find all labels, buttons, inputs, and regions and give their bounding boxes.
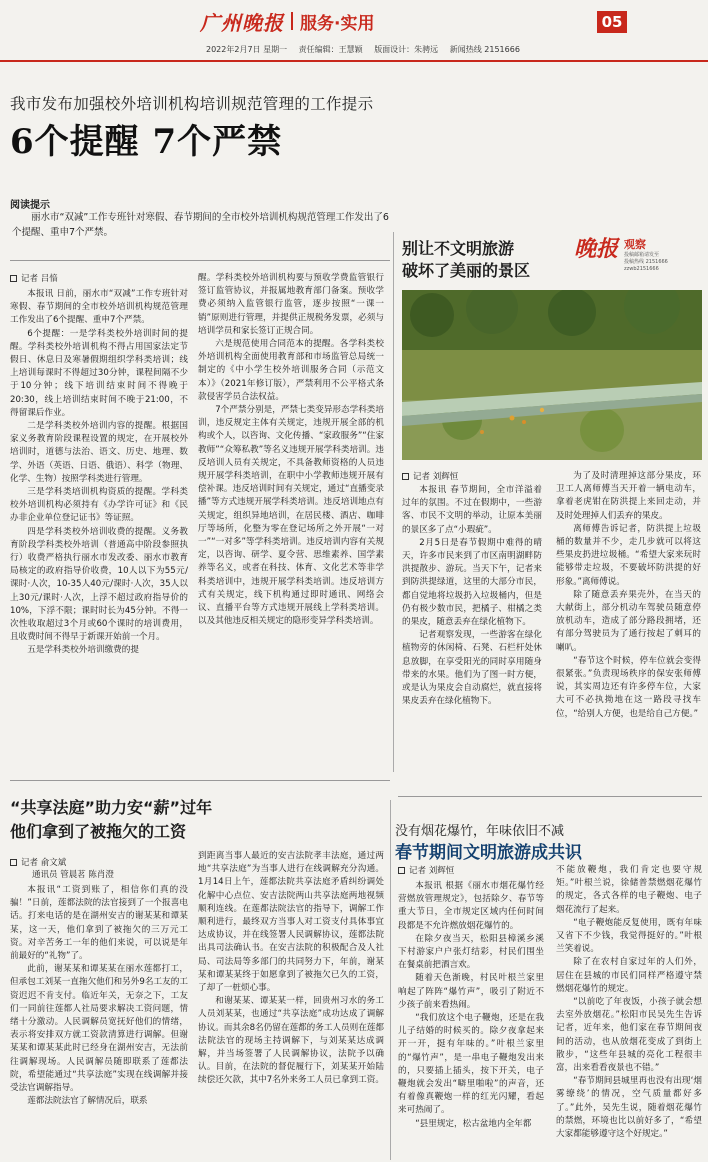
fireworks-byline-text: 记者 刘辉恒 <box>409 866 455 876</box>
paragraph: 随着天色渐晚，村民叶根兰家里响起了阵阵“爆竹声”，吸引了附近不少孩子前来看热闹。 <box>398 973 544 1010</box>
paragraph: “以前吃了年夜饭，小孩子就会想去室外放烟花。”松阳市民吴先生告诉记者，近年来，他们家在春节期间夜间的活动，也从放烟花变成了到街上散步，“这些年县城的亮化工程很丰富，出来看看夜景也不错。” <box>556 997 702 1074</box>
fireworks-col-2 <box>556 864 702 1160</box>
paragraph: 除了随意丢弃果壳外，在当天的大献街上，部分机动车驾驶员随意停放机动车，造成了部分路段拥堵，还有部分驾驶员为了通行按起了刺耳的喇叭。 <box>556 589 701 653</box>
opinion-byline-text: 记者 刘辉恒 <box>413 472 459 482</box>
section-name: 服务·实用 <box>300 13 375 34</box>
court-byline-2 <box>32 868 114 880</box>
paragraph: 7个严禁分别是，严禁七类变异形态学科类培训，违反规定主体有关规定，违规开展全部的机构或个人，以咨询、文化传播、“家政服务”“住家教师”“众筹私教”等名义违规开展学科类培训。违反培训人员有关规定，不具备教师资格的人员违规开展学科类培训，在职中小学教师违规开展有偿补课。违反培训时间有关规定，通过“直播变录播”等方式违规开展学科类培训。违反培训地点有关规定，组织异地培训，在居民楼、酒店、咖啡厅等场所，化整为零在登记场所之外开展“一对一”“一对多”等学科类培训。违反培训内容有关规定，以咨询、研学、夏令营、思维素养、国学素养等名义，或者在科技、体育、文化艺术等非学科类培训中，违规开展学科类培训。违反培训方式有关规定，线下机构通过即时通讯、网络会议、直播平台等方式违规开展线上学科类培训。以及其他违反相关规定的隐形变异学科类培训。 <box>198 405 384 627</box>
paragraph: 不能放鞭炮，我们肯定也要守规矩。”叶根兰说，徐储普禁燃烟花爆竹的规定，各式各样的电子鞭炮、电子烟花流行了起来。 <box>556 865 702 915</box>
headline-line: “共享法庭”助力安“薪”过年 <box>10 798 213 817</box>
opinion-divider <box>398 796 702 797</box>
headline-line: 别让不文明旅游 <box>402 239 515 258</box>
dateline <box>206 44 529 55</box>
paragraph: 本报讯 春节期间，全市洋溢着过年的氛围。不过在假期中，一些游客、市民不文明的举动，让原本美丽的景区多了点“小瑕疵”。 <box>402 485 542 535</box>
park-photo <box>402 290 702 460</box>
date: 2022年2月7日 星期一 <box>206 45 288 54</box>
byline-marker <box>402 473 409 480</box>
paragraph: 莲都法院法官了解情况后，联系 <box>27 1096 148 1107</box>
section-divider <box>10 780 390 781</box>
fireworks-kicker: 没有烟花爆竹，年味依旧不减 <box>395 824 565 839</box>
lead-kicker: 我市发布加强校外培训机构培训规范管理的工作提示 <box>10 95 374 113</box>
opinion-col-1 <box>402 484 542 782</box>
court-headline <box>10 796 212 844</box>
paragraph: 到距离当事人最近的安吉法院孝丰法庭，通过两地“共享法庭”为当事人进行在线调解充分沟通。1月14日上午，莲都法院共享法庭矛盾纠纷调处化解中心点位、安吉法院两山共享法庭两地视频顺利连线。在莲都法院法官的指导下，调解工作顺利进行，最终双方当事人对工资支付具体事宜达成协议，并在线签署人民调解协议，莲都法院出具司法确认书。在安吉法院的积极配合及人社局、司法局等多部门的共同努力下，年前，谢某某和谭某某终于如愿拿到了被拖欠已久的工资，了却了一桩烦心事。 <box>198 851 384 994</box>
paragraph: 在除夕夜当天，松阳县樟溪乡溪下村游家户户张灯结彩，村民们围坐在餐桌前把酒言欢。 <box>398 933 544 971</box>
fireworks-byline <box>398 864 454 876</box>
lead-col-1 <box>10 288 188 768</box>
paragraph: 离师傅告诉记者，防洪提上垃圾桶的数量并不少，走几步就可以将这些果皮扔进垃圾桶。“希望大家来玩时能够带走垃圾，不要破坏防洪提的好形象。”离师傅说。 <box>556 523 701 587</box>
masthead-divider <box>291 12 293 30</box>
lead-summary: 丽水市“双减”工作专班针对寒假、春节期间的全市校外培训机构规范管理工作发出了6个提醒、重申7个严禁。 <box>12 212 389 238</box>
paragraph: 本报讯“工资到账了，相信你们真的没骗！”日前，莲都法院的法官接到了一个报喜电话。打来电话的是在湖州安吉的谢某某和谭某某，这一天，他们拿到了被拖欠的三万元工资。对辛苦务工一年的他们来说，可以说是年前最好的“礼物”了。 <box>10 885 188 962</box>
paragraph: 此前，谢某某和谭某某在丽水莲都打工，但承包工刘某一直拖欠他们和另外9名工友的工资迟迟不肯支付。临近年关，无奈之下，工友们一同前往莲都人社局要求解决工资问题，情绪十分激动。人民调解员宽抚好他们的情绪，表示将安排双方就工资款清算进行调解。但谢某某和谭某某此时已经身在湖州安吉，无法前往调解现场。人民调解员随即联系了莲都法院，希望能通过“共享法庭”实现在线调解并接受法官调解指导。 <box>10 964 188 1094</box>
column-rule-bottom <box>390 800 391 1160</box>
page-number: 05 <box>597 11 627 33</box>
paragraph: “春节期间县城里再也没有出现‘烟雾缭绕’的情况，空气质量都好多了。”此外，吴先生说，随着烟花爆竹的禁燃，环境也比以前好多了，“希望大家都能够遵守这个好规定。” <box>556 1076 702 1140</box>
court-byline <box>10 856 66 868</box>
paragraph: “电子鞭炮能反复使用，既有年味又省下不少钱，我觉得挺好的。”叶根兰笑着说。 <box>556 917 702 955</box>
designer: 版面设计：朱骋远 <box>374 45 439 54</box>
opinion-col-2 <box>556 470 701 782</box>
paragraph: 二是学科类校外培训内容的提醒。根据国家义务教育阶段课程设置的规定，在开展校外培训时，道德与法治、语文、历史、地理、数学、外语（英语、日语、俄语）、科学（物理、化学、生物）按照学科类进行管理。 <box>10 421 188 484</box>
court-byline-text: 记者 俞文斌 <box>21 858 67 868</box>
byline-marker <box>398 867 405 874</box>
paragraph: 2月5日是春节假期中难得的晴天，许多市民来到了市区南明湖畔防洪提散步、游玩。当天下午，记者来到防洪提绿道，这里的大部分市民，都自觉地将垃圾扔入垃圾桶内，但是仍有极少数市民，把橘子、柑橘之类的果皮，随意丢弃在绿化植物下。 <box>402 537 542 628</box>
masthead-rule <box>0 60 708 62</box>
column-logo <box>574 232 698 276</box>
paragraph: 记者观察发现，一些游客在绿化植物旁的休闲椅、石凳、石栏杆处休息放脚，在享受阳光的同时享用随身带来的水果。他们为了图一时方便，或是认为果皮会自动腐烂，就直接将果皮丢弃在绿化植物下。 <box>402 630 542 707</box>
lead-byline-text: 记者 吕愔 <box>21 274 58 284</box>
paragraph: 本报讯 根据《丽水市烟花爆竹经营燃放管理规定》，包括除夕、春节等重大节日，全市规定区域内任何时间段都是不允许燃放烟花爆竹的。 <box>398 881 544 931</box>
paragraph: 三是学科类培训机构资质的提醒。学科类校外培训机构必须持有《办学许可证》和《民办非企业单位登记证书》等证照。 <box>10 487 188 524</box>
opinion-byline <box>402 470 458 482</box>
paragraph: 6个提醒：一是学科类校外培训时间的提醒。学科类校外培训机构不得占用国家法定节假日、休息日及寒暑假期组织学科类培训；线上培训每课时不得超过30分钟，课程间隔不少于10分钟；线下培训结束时间不得晚于20:30，线上培训结束时间不晚于21:00，不得留课后作业。 <box>10 328 188 418</box>
lead-headline: 6个提醒 7个严禁 <box>10 122 283 162</box>
logo-mini: 投稿邮箱请发至 投稿热线 2151666 zzwb2151666 <box>624 252 668 272</box>
court-byline-text-2: 通讯员 管晨茗 陈肖澄 <box>32 870 114 880</box>
hotline: 新闻热线 2151666 <box>449 45 520 54</box>
logo-sub: 观察 <box>624 238 646 251</box>
court-col-1 <box>10 884 188 1160</box>
masthead <box>200 6 460 36</box>
headline-line: 破坏了美丽的景区 <box>402 261 531 280</box>
paragraph: “春节这个时候，停车位就会变得很紧张。”负责现场秩序的保安张师傅说，其实周边还有许多停车位，大家大可不必执拗地在这一路段寻找车位，“给别人方便，也是给自己方便。” <box>556 655 701 719</box>
logo-main: 晚报 <box>574 236 619 262</box>
headline-line: 他们拿到了被拖欠的工资 <box>10 822 187 841</box>
paragraph: 醒。学科类校外培训机构要与预收学费监管银行签订监管协议，并报属地教育部门备案。预收学费必须纳入监管银行监管，逐步按照“一课一销”原则进行管理，并提供正规税务发票，必须与培训学员和家长签订正规合同。 <box>198 273 384 336</box>
lead-divider <box>10 260 390 261</box>
byline-marker <box>10 275 17 282</box>
paragraph: 六是规范使用合同范本的提醒。各学科类校外培训机构全面使用教育部和市场监管总局统一制定的《中小学生校外培训服务合同（示范文本）》（2021年修订版），严禁利用不公平格式条款侵害学员合法权益。 <box>198 339 384 402</box>
paragraph: “我们放这个电子鞭炮，还是在我儿子结婚的时候买的。除夕夜拿起来开一开，挺有年味的。”叶根兰家里的“爆竹声”，是一串电子鞭炮发出来的，只要插上插头，按下开关，电子鞭炮就会发出“噼里啪啦”的声音，还有着像真鞭炮一样的红光闪耀，看起来可热闹了。 <box>398 1013 544 1116</box>
paragraph: 和谢某某、谭某某一样，回贵州习水的务工人员刘某某，也通过“共享法庭”成功达成了调解协议。而其余8名仍留在莲都的务工人员则在莲都法院法官的现场主持调解下，与刘某某达成调解，并当场签署了人民调解协议，法院予以确认。目前，在法院的督促履行下，刘某某开始陆续偿还欠款，其中7名外来务工人员已拿到工资。 <box>198 996 384 1086</box>
paragraph: 为了及时清理掉这部分果皮，环卫工人离师傅当天开着一辆电动车，拿着老虎钳在防洪提上来回走动，并及时处理掉人们丢弃的果皮。 <box>556 471 701 521</box>
paragraph: 本报讯 日前，丽水市“双减”工作专班针对寒假、春节期间的全市校外培训机构规范管理工作发出了6个提醒、重申7个严禁。 <box>10 289 188 326</box>
court-col-2 <box>198 850 384 1160</box>
paragraph: 除了在农村自家过年的人们外，居住在县城的市民们同样严格遵守禁燃烟花爆竹的规定。 <box>556 957 702 994</box>
lead-byline <box>10 272 58 284</box>
park-photo-svg <box>402 290 702 460</box>
lead-col-2 <box>198 272 384 768</box>
newspaper-name: 广州晚报 <box>200 10 284 35</box>
column-rule <box>393 232 394 772</box>
paragraph: 四是学科类校外培训收费的提醒。义务教育阶段学科类校外培训（普通高中阶段参照执行）收费严格执行丽水市发改委、丽水市教育局核定的政府指导价收费，10人以下为55元/课时·人次，10-35人40元/课时·人次，35人以上30元/课时·人次，上浮不超过政府指导价的10%，下浮不限；课时时长为45分钟。不得一次性收取超过3个月或60个课时的培训费用，且收费时间不得早于新课开始前一个月。 <box>10 526 188 643</box>
lead-label: 阅读提示 <box>10 200 50 211</box>
paragraph: “县里规定，松古盆地内全年都 <box>415 1118 532 1129</box>
paragraph: 五是学科类校外培训缴费的提 <box>27 645 139 656</box>
byline-marker <box>10 859 17 866</box>
opinion-headline <box>402 238 530 282</box>
editor: 责任编辑：王慧颖 <box>298 45 363 54</box>
fireworks-headline: 春节期间文明旅游成共识 <box>395 843 582 863</box>
fireworks-col-1 <box>398 880 544 1160</box>
